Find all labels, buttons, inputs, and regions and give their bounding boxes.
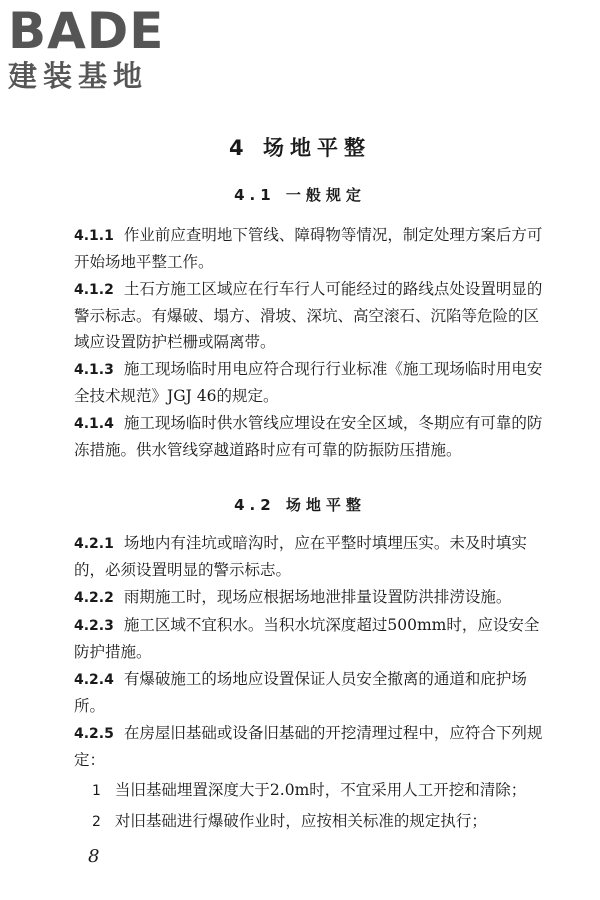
clause	[74, 530, 544, 583]
clause-text: 施工区域不宜积水。当积水坑深度超过500mm时，应设安全防护措施。	[74, 616, 540, 661]
clause-number: 4.2.1	[74, 536, 114, 552]
list-item	[74, 808, 544, 835]
clause	[74, 666, 544, 719]
section-4-1-body	[74, 222, 544, 464]
section-title-4-2: 4.2 场地平整	[234, 496, 366, 514]
list-item-text: 对旧基础进行爆破作业时，应按相关标准的规定执行；	[114, 812, 487, 830]
clause	[74, 222, 544, 275]
logo-wordmark: BADE	[8, 2, 165, 60]
list-item-number: 2	[92, 814, 101, 830]
clause-text: 施工现场临时用电应符合现行行业标准《施工现场临时用电安全技术规范》JGJ 46的规定。	[74, 360, 543, 405]
logo-subtitle: 建装基地	[8, 59, 149, 93]
clause-text: 场地内有洼坑或暗沟时，应在平整时填埋压实。未及时填实的，必须设置明显的警示标志。	[74, 534, 527, 579]
clause-text: 有爆破施工的场地应设置保证人员安全撤离的通道和庇护场所。	[74, 670, 527, 715]
page-number: 8	[88, 846, 100, 867]
clause-text: 在房屋旧基础或设备旧基础的开挖清理过程中，应符合下列规定：	[74, 724, 543, 769]
logo	[8, 4, 183, 93]
clause-number: 4.1.2	[74, 282, 114, 298]
clause-number: 4.1.4	[74, 416, 114, 432]
clause-number: 4.1.1	[74, 228, 114, 244]
section-4-2-body	[74, 530, 544, 835]
clause-number: 4.2.5	[74, 726, 114, 742]
list-item-text: 当旧基础埋置深度大于2.0m时，不宜采用人工开挖和清除；	[114, 781, 527, 799]
list-item	[74, 777, 544, 804]
clause	[74, 584, 544, 611]
list-item-number: 1	[92, 783, 101, 799]
chapter-title: 4 场地平整	[229, 136, 371, 160]
clause	[74, 612, 544, 665]
clause-number: 4.2.4	[74, 672, 114, 688]
clause-number: 4.2.3	[74, 618, 114, 634]
clause-text: 施工现场临时供水管线应埋设在安全区域，冬期应有可靠的防冻措施。供水管线穿越道路时应有可靠的防振防压措施。	[74, 414, 543, 459]
clause-text: 土石方施工区域应在行车行人可能经过的路线点处设置明显的警示标志。有爆破、塌方、滑坡、深坑、高空滚石、沉陷等危险的区域应设置防护栏栅或隔离带。	[74, 280, 543, 351]
clause-text: 雨期施工时，现场应根据场地泄排量设置防洪排涝设施。	[123, 588, 512, 606]
clause-number: 4.2.2	[74, 590, 114, 606]
clause	[74, 356, 544, 409]
clause-text: 作业前应查明地下管线、障碍物等情况，制定处理方案后方可开始场地平整工作。	[74, 226, 543, 271]
clause-number: 4.1.3	[74, 362, 114, 378]
section-title-4-1: 4.1 一般规定	[234, 186, 366, 204]
clause	[74, 410, 544, 463]
clause	[74, 720, 544, 773]
clause	[74, 276, 544, 355]
